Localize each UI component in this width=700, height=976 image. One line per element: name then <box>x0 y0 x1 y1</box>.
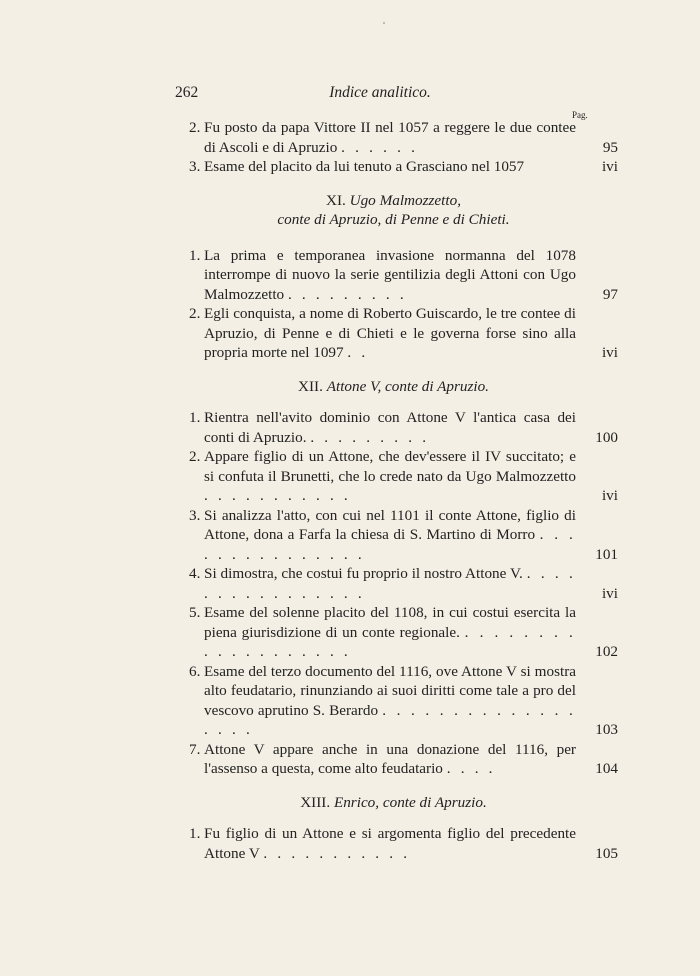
section-title: Enrico, conte di Apruzio. <box>333 793 487 811</box>
entry-number: 2. <box>189 119 201 136</box>
index-entry <box>175 447 618 506</box>
entry-text: Rientra nell'avito dominio con Attone V l'antica casa dei conti di Apruzio. <box>204 409 576 446</box>
entry-number: 1. <box>189 825 201 842</box>
entry-page-ref: 101 <box>595 545 618 563</box>
entry-leader-dots: . . <box>347 344 369 361</box>
section-numeral: XIII. <box>300 793 331 811</box>
pag-column-label: Pag. <box>572 110 588 120</box>
entry-number: 2. <box>189 448 201 465</box>
page-speck <box>383 22 385 24</box>
index-entry <box>175 662 618 740</box>
index-entry <box>175 157 618 177</box>
entry-leader-dots: . . . . . . . . . . . . . . . . <box>204 565 577 602</box>
entry-page-ref: ivi <box>601 158 618 175</box>
entry-number: 1. <box>189 246 201 264</box>
entry-text: Attone V appare anche in una donazione del 1116, per l'assenso a questa, come alto feudatario <box>204 740 576 777</box>
entry-page-ref: 103 <box>595 721 618 738</box>
index-entry <box>175 506 618 565</box>
entry-leader-dots: . . . . . . . . . <box>310 428 430 446</box>
entry-number: 2. <box>189 305 201 322</box>
entry-text: Esame del solenne placito del 1108, in cui costui esercita la piena giurisdizione di un conte regionale. <box>204 604 576 641</box>
index-entry <box>175 304 618 363</box>
index-entry <box>175 740 618 779</box>
entry-text: Fu figlio di un Attone e si argomenta figlio del precedente Attone V <box>204 825 576 862</box>
entry-text: Esame del terzo documento del 1116, ove Attone V si mostra alto feudatario, rinunziando ai suoi diritti come tale a pro del vescovo aprutino S. Berardo <box>204 662 576 719</box>
entry-leader-dots: . . . . . . . . . . . . . . . . . . <box>204 701 577 738</box>
entry-page-ref: 97 <box>602 285 618 303</box>
entry-number: 7. <box>189 740 201 758</box>
entry-page-ref: 95 <box>602 138 618 156</box>
entry-page-ref: 105 <box>595 844 618 862</box>
entry-number: 5. <box>189 604 201 621</box>
index-content <box>175 118 618 863</box>
entry-text: Fu posto da papa Vittore II nel 1057 a reggere le due contee di Ascoli e di Apruzio <box>204 119 576 156</box>
section-heading-xiii <box>189 793 598 813</box>
entry-leader-dots: . . . . . . . . . . . <box>263 844 411 862</box>
entry-text: Esame del placito da lui tenuto a Grasciano nel 1057 <box>204 158 525 175</box>
entry-page-ref: ivi <box>601 584 618 602</box>
entry-text: Si dimostra, che costui fu proprio il nostro Attone V. <box>204 565 523 582</box>
section-subheading-xi <box>189 210 598 230</box>
entry-number: 1. <box>189 409 201 426</box>
entry-leader-dots: . . . . . . . . . . . <box>204 487 351 504</box>
entry-text: La prima e temporanea invasione normanna del 1078 interrompe di nuovo la serie gentilizia degli Attoni con Ugo Malmozzetto <box>204 246 576 303</box>
entry-text: Si analizza l'atto, con cui nel 1101 il conte Attone, figlio di Attone, dona a Farfa la chiesa di S. Martino di Morro <box>204 506 576 543</box>
index-entry <box>175 603 618 662</box>
entry-leader-dots: . . . . . . . . . . . . . . . <box>204 526 577 563</box>
section-numeral: XI. <box>326 191 346 209</box>
section-title-line2: conte di Apruzio, di Penne e di Chieti. <box>277 211 510 228</box>
running-title: Indice analitico. <box>329 84 431 101</box>
section-title: Attone V, conte di Apruzio. <box>326 377 489 395</box>
section-title-line1: Ugo Malmozzetto, <box>349 191 461 209</box>
entry-page-ref: 104 <box>595 760 618 777</box>
entry-leader-dots: . . . . . . . . . <box>287 285 407 303</box>
index-entry <box>175 118 618 157</box>
entry-number: 6. <box>189 662 201 680</box>
entry-leader-dots: . . . . <box>446 760 496 777</box>
index-entry <box>175 564 618 603</box>
entry-number: 3. <box>189 506 201 524</box>
entry-page-ref: ivi <box>601 344 618 361</box>
entry-page-ref: 102 <box>595 643 618 660</box>
entry-page-ref: ivi <box>601 487 618 504</box>
entry-leader-dots: . . . . . . <box>341 138 419 156</box>
index-entry <box>175 246 618 305</box>
section-heading-xii <box>189 377 598 397</box>
section-numeral: XII. <box>298 377 323 395</box>
entry-leader-dots: . . . . . . . . . . . . . . . . . . . <box>204 623 577 660</box>
index-entry <box>175 824 618 863</box>
entry-text: Egli conquista, a nome di Roberto Guiscardo, le tre contee di Apruzio, di Penne e di Chieti e le governa forse sino alla propria morte nel 1097 <box>204 305 576 361</box>
entry-text: Appare figlio di un Attone, che dev'essere il IV succitato; e si confuta il Brunetti, che lo crede nato da Ugo Malmozzetto <box>204 448 576 485</box>
page-number: 262 <box>175 84 199 101</box>
entry-number: 3. <box>189 158 201 175</box>
section-heading-xi <box>189 191 598 211</box>
entry-page-ref: 100 <box>595 428 618 446</box>
index-entry <box>175 408 618 447</box>
entry-number: 4. <box>189 565 201 582</box>
